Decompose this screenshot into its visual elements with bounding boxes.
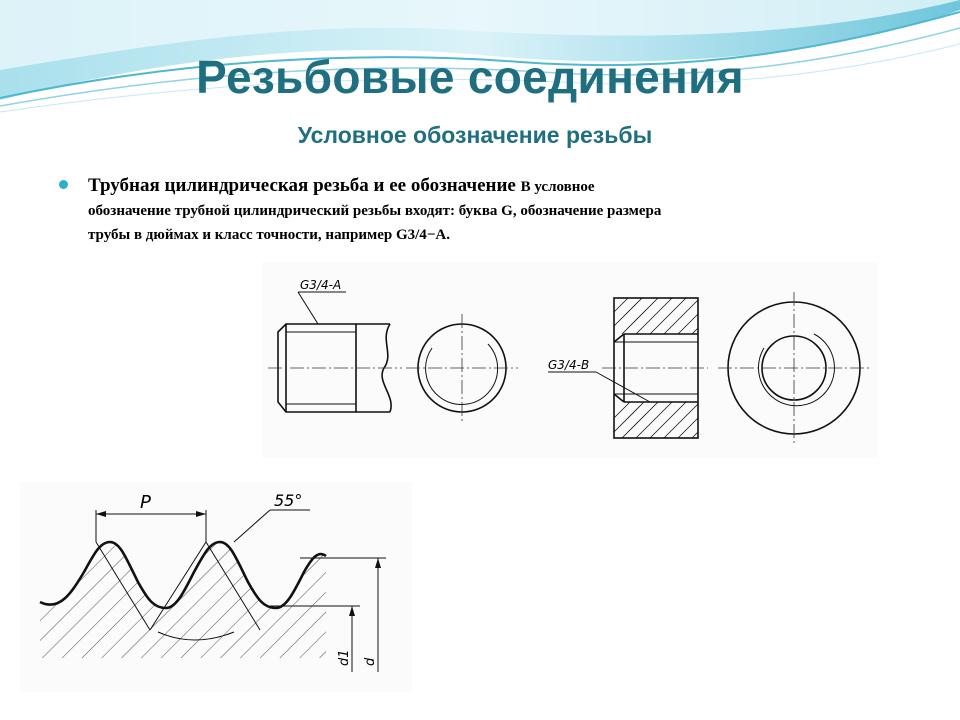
label-external-thread: G3/4-A	[300, 278, 342, 292]
thread-profile-drawing	[20, 482, 412, 692]
bullet-line1: В условное	[520, 179, 595, 195]
slide-title: Резьбовые соединения	[196, 51, 744, 103]
bullet-text	[88, 174, 888, 247]
bullet-icon	[59, 180, 68, 189]
bullet-line3: трубы в дюймах и класс точности, например G3/4	[88, 227, 427, 243]
minor-diameter-label: d1	[337, 649, 352, 666]
bullet-line2: обозначение трубной цилиндрический резьбы входят: буква G, обозначение размера	[88, 203, 662, 219]
thread-designation-drawing	[262, 262, 878, 458]
angle-label: 55°	[274, 491, 303, 510]
bullet-line3-sep: −	[426, 227, 436, 243]
slide-subtitle: Условное обозначение резьбы	[297, 122, 653, 148]
bullet-line3-end: А.	[435, 227, 450, 243]
major-diameter-label: d	[363, 657, 378, 666]
pitch-label: P	[140, 492, 151, 513]
bullet-lead: Трубная цилиндрическая резьба и ее обозначение	[88, 175, 521, 196]
label-internal-thread: G3/4-B	[548, 358, 590, 372]
